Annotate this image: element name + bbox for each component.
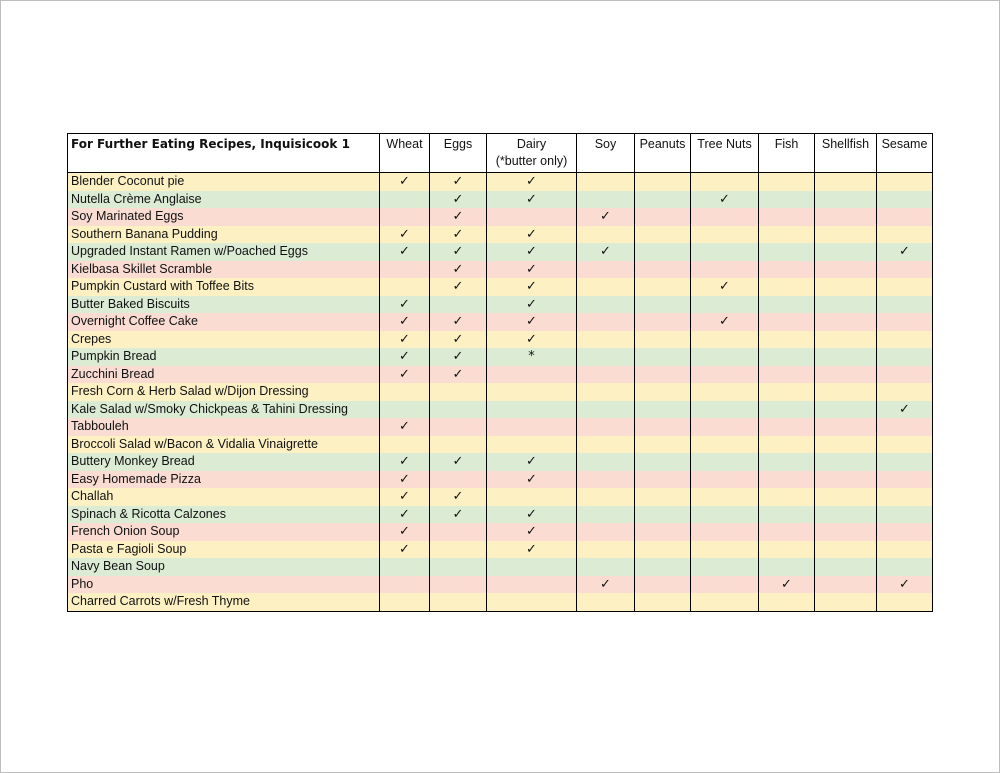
allergen-cell-soy: ✓: [577, 243, 635, 261]
allergen-cell-shellfish: [815, 453, 877, 471]
allergen-cell-tree-nuts: [691, 226, 759, 244]
allergen-cell-peanuts: [635, 436, 691, 454]
allergen-cell-soy: [577, 226, 635, 244]
allergen-cell-shellfish: [815, 261, 877, 279]
column-header-wheat: Wheat: [380, 134, 430, 173]
allergen-cell-peanuts: [635, 418, 691, 436]
allergen-cell-dairy: [487, 401, 577, 419]
column-header-dairy-text: Dairy (*butter only): [495, 137, 568, 168]
allergen-cell-fish: [759, 436, 815, 454]
allergen-cell-fish: [759, 523, 815, 541]
allergen-cell-fish: [759, 226, 815, 244]
allergen-cell-peanuts: [635, 453, 691, 471]
allergen-cell-eggs: [430, 471, 487, 489]
allergen-cell-wheat: [380, 593, 430, 611]
allergen-cell-dairy: [487, 436, 577, 454]
allergen-cell-dairy: [487, 208, 577, 226]
recipe-name: Fresh Corn & Herb Salad w/Dijon Dressing: [68, 383, 380, 401]
allergen-cell-wheat: [380, 436, 430, 454]
table-row: [68, 506, 933, 524]
allergen-cell-eggs: ✓: [430, 243, 487, 261]
allergen-cell-tree-nuts: [691, 558, 759, 576]
recipe-name: Pumpkin Bread: [68, 348, 380, 366]
table-row: [68, 383, 933, 401]
allergen-cell-dairy: [487, 593, 577, 611]
column-header-shellfish: Shellfish: [815, 134, 877, 173]
allergen-cell-tree-nuts: ✓: [691, 191, 759, 209]
recipe-name: French Onion Soup: [68, 523, 380, 541]
recipe-name: Upgraded Instant Ramen w/Poached Eggs: [68, 243, 380, 261]
allergen-cell-peanuts: [635, 558, 691, 576]
allergen-cell-fish: [759, 243, 815, 261]
allergen-cell-eggs: [430, 523, 487, 541]
allergen-cell-peanuts: [635, 383, 691, 401]
allergen-cell-sesame: [877, 331, 933, 349]
allergen-cell-sesame: [877, 558, 933, 576]
allergen-cell-peanuts: [635, 523, 691, 541]
allergen-cell-peanuts: [635, 278, 691, 296]
allergen-cell-shellfish: [815, 576, 877, 594]
allergen-cell-tree-nuts: [691, 576, 759, 594]
allergen-cell-peanuts: [635, 506, 691, 524]
allergen-cell-eggs: ✓: [430, 261, 487, 279]
allergen-cell-tree-nuts: [691, 331, 759, 349]
allergen-cell-dairy: ✓: [487, 296, 577, 314]
allergen-cell-eggs: [430, 541, 487, 559]
recipe-name: Buttery Monkey Bread: [68, 453, 380, 471]
allergen-cell-soy: [577, 366, 635, 384]
allergen-cell-eggs: [430, 401, 487, 419]
table-row: [68, 436, 933, 454]
recipe-name: Southern Banana Pudding: [68, 226, 380, 244]
table-row: [68, 558, 933, 576]
allergen-cell-wheat: ✓: [380, 348, 430, 366]
allergen-cell-soy: [577, 506, 635, 524]
allergen-cell-shellfish: [815, 278, 877, 296]
table-row: [68, 593, 933, 611]
allergen-cell-shellfish: [815, 541, 877, 559]
table-row: [68, 366, 933, 384]
allergen-cell-fish: [759, 593, 815, 611]
allergen-cell-wheat: [380, 383, 430, 401]
allergen-cell-sesame: [877, 418, 933, 436]
allergen-cell-shellfish: [815, 348, 877, 366]
allergen-cell-fish: [759, 488, 815, 506]
allergen-cell-eggs: ✓: [430, 313, 487, 331]
allergen-cell-soy: [577, 278, 635, 296]
allergen-cell-eggs: ✓: [430, 488, 487, 506]
allergen-cell-peanuts: [635, 226, 691, 244]
recipe-name: Tabbouleh: [68, 418, 380, 436]
allergen-cell-sesame: ✓: [877, 243, 933, 261]
allergen-cell-dairy: [487, 418, 577, 436]
recipe-name: Navy Bean Soup: [68, 558, 380, 576]
allergen-cell-sesame: [877, 191, 933, 209]
allergen-cell-soy: [577, 488, 635, 506]
allergen-cell-dairy: *: [487, 348, 577, 366]
allergen-cell-fish: [759, 208, 815, 226]
table-row: [68, 471, 933, 489]
table-row: [68, 331, 933, 349]
recipe-name: Pumpkin Custard with Toffee Bits: [68, 278, 380, 296]
column-header-soy: Soy: [577, 134, 635, 173]
recipe-name: Pasta e Fagioli Soup: [68, 541, 380, 559]
allergen-cell-sesame: [877, 366, 933, 384]
allergen-cell-wheat: ✓: [380, 541, 430, 559]
allergen-cell-wheat: ✓: [380, 173, 430, 191]
allergen-cell-fish: [759, 261, 815, 279]
allergen-cell-shellfish: [815, 226, 877, 244]
allergen-cell-soy: [577, 331, 635, 349]
allergen-cell-wheat: [380, 558, 430, 576]
allergen-cell-wheat: [380, 576, 430, 594]
allergen-cell-peanuts: [635, 471, 691, 489]
allergen-cell-sesame: [877, 261, 933, 279]
allergen-cell-soy: [577, 401, 635, 419]
allergen-cell-dairy: ✓: [487, 278, 577, 296]
recipe-name: Kale Salad w/Smoky Chickpeas & Tahini Dressing: [68, 401, 380, 419]
allergen-cell-sesame: [877, 453, 933, 471]
allergen-cell-fish: [759, 418, 815, 436]
recipe-name: Pho: [68, 576, 380, 594]
recipe-name: Easy Homemade Pizza: [68, 471, 380, 489]
table-row: [68, 261, 933, 279]
allergen-cell-soy: [577, 541, 635, 559]
allergen-cell-dairy: ✓: [487, 331, 577, 349]
allergen-cell-tree-nuts: [691, 173, 759, 191]
allergen-cell-fish: [759, 348, 815, 366]
recipe-name: Blender Coconut pie: [68, 173, 380, 191]
allergen-cell-tree-nuts: [691, 436, 759, 454]
allergen-cell-dairy: [487, 383, 577, 401]
allergen-cell-shellfish: [815, 593, 877, 611]
recipe-name: Nutella Crème Anglaise: [68, 191, 380, 209]
recipe-name: Butter Baked Biscuits: [68, 296, 380, 314]
allergen-cell-wheat: ✓: [380, 226, 430, 244]
allergen-cell-soy: [577, 523, 635, 541]
allergen-cell-dairy: ✓: [487, 506, 577, 524]
allergen-cell-wheat: ✓: [380, 471, 430, 489]
allergen-cell-soy: [577, 261, 635, 279]
allergen-cell-peanuts: [635, 576, 691, 594]
allergen-cell-eggs: [430, 558, 487, 576]
allergen-cell-fish: [759, 401, 815, 419]
allergen-cell-dairy: ✓: [487, 226, 577, 244]
allergen-cell-sesame: [877, 523, 933, 541]
table-row: [68, 541, 933, 559]
allergen-cell-shellfish: [815, 296, 877, 314]
allergen-cell-wheat: [380, 261, 430, 279]
allergen-cell-wheat: ✓: [380, 506, 430, 524]
allergen-cell-wheat: ✓: [380, 331, 430, 349]
allergen-cell-sesame: [877, 313, 933, 331]
allergen-cell-sesame: [877, 541, 933, 559]
allergen-cell-eggs: [430, 296, 487, 314]
allergen-cell-tree-nuts: [691, 261, 759, 279]
table-row: [68, 173, 933, 191]
recipe-name: Zucchini Bread: [68, 366, 380, 384]
allergen-cell-shellfish: [815, 488, 877, 506]
allergen-cell-eggs: ✓: [430, 366, 487, 384]
table-row: [68, 401, 933, 419]
allergen-cell-fish: [759, 558, 815, 576]
table-row: [68, 243, 933, 261]
allergen-cell-tree-nuts: [691, 593, 759, 611]
table-header-row: [68, 134, 933, 173]
allergen-cell-shellfish: [815, 208, 877, 226]
allergen-cell-peanuts: [635, 191, 691, 209]
allergen-cell-fish: [759, 383, 815, 401]
allergen-cell-tree-nuts: [691, 541, 759, 559]
recipe-name: Kielbasa Skillet Scramble: [68, 261, 380, 279]
allergen-cell-fish: [759, 471, 815, 489]
column-header-eggs: Eggs: [430, 134, 487, 173]
allergen-cell-shellfish: [815, 506, 877, 524]
allergen-cell-sesame: ✓: [877, 401, 933, 419]
allergen-table: [67, 133, 933, 612]
allergen-cell-soy: [577, 558, 635, 576]
allergen-cell-fish: [759, 173, 815, 191]
recipe-name: Crepes: [68, 331, 380, 349]
allergen-cell-eggs: [430, 418, 487, 436]
allergen-cell-sesame: [877, 348, 933, 366]
allergen-cell-eggs: ✓: [430, 226, 487, 244]
allergen-cell-sesame: [877, 278, 933, 296]
allergen-cell-soy: [577, 173, 635, 191]
allergen-cell-tree-nuts: [691, 471, 759, 489]
allergen-cell-eggs: ✓: [430, 331, 487, 349]
allergen-cell-fish: [759, 331, 815, 349]
allergen-cell-shellfish: [815, 383, 877, 401]
allergen-cell-eggs: [430, 436, 487, 454]
allergen-cell-wheat: ✓: [380, 488, 430, 506]
allergen-cell-tree-nuts: ✓: [691, 278, 759, 296]
allergen-cell-sesame: [877, 488, 933, 506]
allergen-cell-soy: [577, 313, 635, 331]
allergen-cell-peanuts: [635, 593, 691, 611]
allergen-cell-wheat: ✓: [380, 418, 430, 436]
allergen-cell-sesame: [877, 173, 933, 191]
allergen-cell-eggs: ✓: [430, 453, 487, 471]
allergen-cell-shellfish: [815, 366, 877, 384]
allergen-cell-tree-nuts: [691, 348, 759, 366]
table-row: [68, 348, 933, 366]
column-header-dairy: [487, 134, 577, 173]
allergen-cell-tree-nuts: [691, 401, 759, 419]
allergen-cell-eggs: ✓: [430, 191, 487, 209]
allergen-cell-sesame: [877, 208, 933, 226]
allergen-cell-shellfish: [815, 418, 877, 436]
allergen-cell-wheat: ✓: [380, 313, 430, 331]
allergen-cell-dairy: ✓: [487, 261, 577, 279]
allergen-cell-soy: [577, 418, 635, 436]
allergen-cell-dairy: [487, 366, 577, 384]
allergen-cell-dairy: ✓: [487, 471, 577, 489]
allergen-cell-shellfish: [815, 558, 877, 576]
allergen-cell-soy: ✓: [577, 576, 635, 594]
allergen-cell-sesame: [877, 506, 933, 524]
allergen-cell-wheat: ✓: [380, 243, 430, 261]
allergen-cell-fish: [759, 313, 815, 331]
allergen-cell-shellfish: [815, 243, 877, 261]
allergen-cell-fish: [759, 453, 815, 471]
allergen-cell-soy: [577, 191, 635, 209]
allergen-cell-tree-nuts: [691, 418, 759, 436]
allergen-cell-peanuts: [635, 243, 691, 261]
allergen-cell-dairy: ✓: [487, 313, 577, 331]
allergen-cell-wheat: [380, 208, 430, 226]
allergen-cell-wheat: [380, 191, 430, 209]
allergen-cell-peanuts: [635, 331, 691, 349]
allergen-cell-soy: [577, 383, 635, 401]
recipe-name: Charred Carrots w/Fresh Thyme: [68, 593, 380, 611]
allergen-cell-sesame: [877, 593, 933, 611]
allergen-cell-eggs: ✓: [430, 348, 487, 366]
allergen-cell-tree-nuts: [691, 488, 759, 506]
allergen-cell-shellfish: [815, 331, 877, 349]
table-row: [68, 226, 933, 244]
allergen-cell-tree-nuts: [691, 383, 759, 401]
allergen-cell-peanuts: [635, 313, 691, 331]
allergen-cell-fish: [759, 296, 815, 314]
allergen-cell-peanuts: [635, 401, 691, 419]
allergen-cell-fish: [759, 366, 815, 384]
table-row: [68, 313, 933, 331]
table-row: [68, 488, 933, 506]
table-row: [68, 296, 933, 314]
allergen-cell-eggs: ✓: [430, 173, 487, 191]
allergen-cell-tree-nuts: ✓: [691, 313, 759, 331]
allergen-cell-wheat: ✓: [380, 366, 430, 384]
allergen-cell-peanuts: [635, 348, 691, 366]
allergen-cell-fish: [759, 506, 815, 524]
allergen-cell-dairy: ✓: [487, 541, 577, 559]
allergen-cell-dairy: ✓: [487, 523, 577, 541]
table-row: [68, 523, 933, 541]
recipe-name: Spinach & Ricotta Calzones: [68, 506, 380, 524]
allergen-cell-shellfish: [815, 401, 877, 419]
allergen-cell-shellfish: [815, 436, 877, 454]
allergen-cell-soy: [577, 296, 635, 314]
allergen-cell-eggs: ✓: [430, 208, 487, 226]
allergen-cell-fish: [759, 278, 815, 296]
allergen-cell-fish: ✓: [759, 576, 815, 594]
allergen-cell-wheat: [380, 278, 430, 296]
allergen-cell-tree-nuts: [691, 506, 759, 524]
recipe-name: Overnight Coffee Cake: [68, 313, 380, 331]
allergen-cell-fish: [759, 191, 815, 209]
column-header-tree-nuts: Tree Nuts: [691, 134, 759, 173]
allergen-cell-peanuts: [635, 488, 691, 506]
allergen-cell-peanuts: [635, 541, 691, 559]
allergen-cell-tree-nuts: [691, 208, 759, 226]
allergen-cell-wheat: [380, 401, 430, 419]
allergen-cell-dairy: [487, 576, 577, 594]
allergen-cell-eggs: ✓: [430, 278, 487, 296]
table-row: [68, 418, 933, 436]
table-row: [68, 576, 933, 594]
allergen-cell-dairy: ✓: [487, 191, 577, 209]
allergen-cell-sesame: [877, 296, 933, 314]
allergen-cell-sesame: ✓: [877, 576, 933, 594]
allergen-cell-shellfish: [815, 313, 877, 331]
allergen-cell-peanuts: [635, 261, 691, 279]
allergen-cell-shellfish: [815, 523, 877, 541]
allergen-cell-soy: [577, 436, 635, 454]
allergen-cell-soy: [577, 471, 635, 489]
allergen-cell-soy: ✓: [577, 208, 635, 226]
recipe-name: Broccoli Salad w/Bacon & Vidalia Vinaigrette: [68, 436, 380, 454]
allergen-cell-dairy: [487, 488, 577, 506]
allergen-cell-dairy: ✓: [487, 243, 577, 261]
table-row: [68, 278, 933, 296]
allergen-cell-peanuts: [635, 296, 691, 314]
allergen-cell-tree-nuts: [691, 296, 759, 314]
allergen-cell-wheat: ✓: [380, 296, 430, 314]
allergen-cell-wheat: ✓: [380, 523, 430, 541]
allergen-cell-sesame: [877, 383, 933, 401]
allergen-cell-peanuts: [635, 366, 691, 384]
table-row: [68, 453, 933, 471]
table-row: [68, 208, 933, 226]
allergen-cell-peanuts: [635, 173, 691, 191]
allergen-cell-tree-nuts: [691, 243, 759, 261]
allergen-cell-wheat: ✓: [380, 453, 430, 471]
allergen-cell-dairy: [487, 558, 577, 576]
allergen-cell-soy: [577, 593, 635, 611]
allergen-cell-sesame: [877, 436, 933, 454]
allergen-cell-fish: [759, 541, 815, 559]
allergen-cell-eggs: [430, 576, 487, 594]
allergen-cell-eggs: ✓: [430, 506, 487, 524]
table-title: For Further Eating Recipes, Inquisicook 1: [68, 134, 380, 173]
allergen-cell-dairy: ✓: [487, 173, 577, 191]
allergen-cell-tree-nuts: [691, 453, 759, 471]
allergen-cell-sesame: [877, 471, 933, 489]
allergen-cell-tree-nuts: [691, 366, 759, 384]
allergen-cell-shellfish: [815, 191, 877, 209]
allergen-cell-shellfish: [815, 471, 877, 489]
allergen-cell-soy: [577, 348, 635, 366]
column-header-peanuts: Peanuts: [635, 134, 691, 173]
allergen-cell-shellfish: [815, 173, 877, 191]
allergen-cell-eggs: [430, 593, 487, 611]
recipe-name: Soy Marinated Eggs: [68, 208, 380, 226]
allergen-cell-tree-nuts: [691, 523, 759, 541]
column-header-sesame: Sesame: [877, 134, 933, 173]
allergen-cell-peanuts: [635, 208, 691, 226]
table-row: [68, 191, 933, 209]
column-header-fish: Fish: [759, 134, 815, 173]
allergen-cell-soy: [577, 453, 635, 471]
allergen-cell-dairy: ✓: [487, 453, 577, 471]
allergen-cell-sesame: [877, 226, 933, 244]
allergen-cell-eggs: [430, 383, 487, 401]
recipe-name: Challah: [68, 488, 380, 506]
